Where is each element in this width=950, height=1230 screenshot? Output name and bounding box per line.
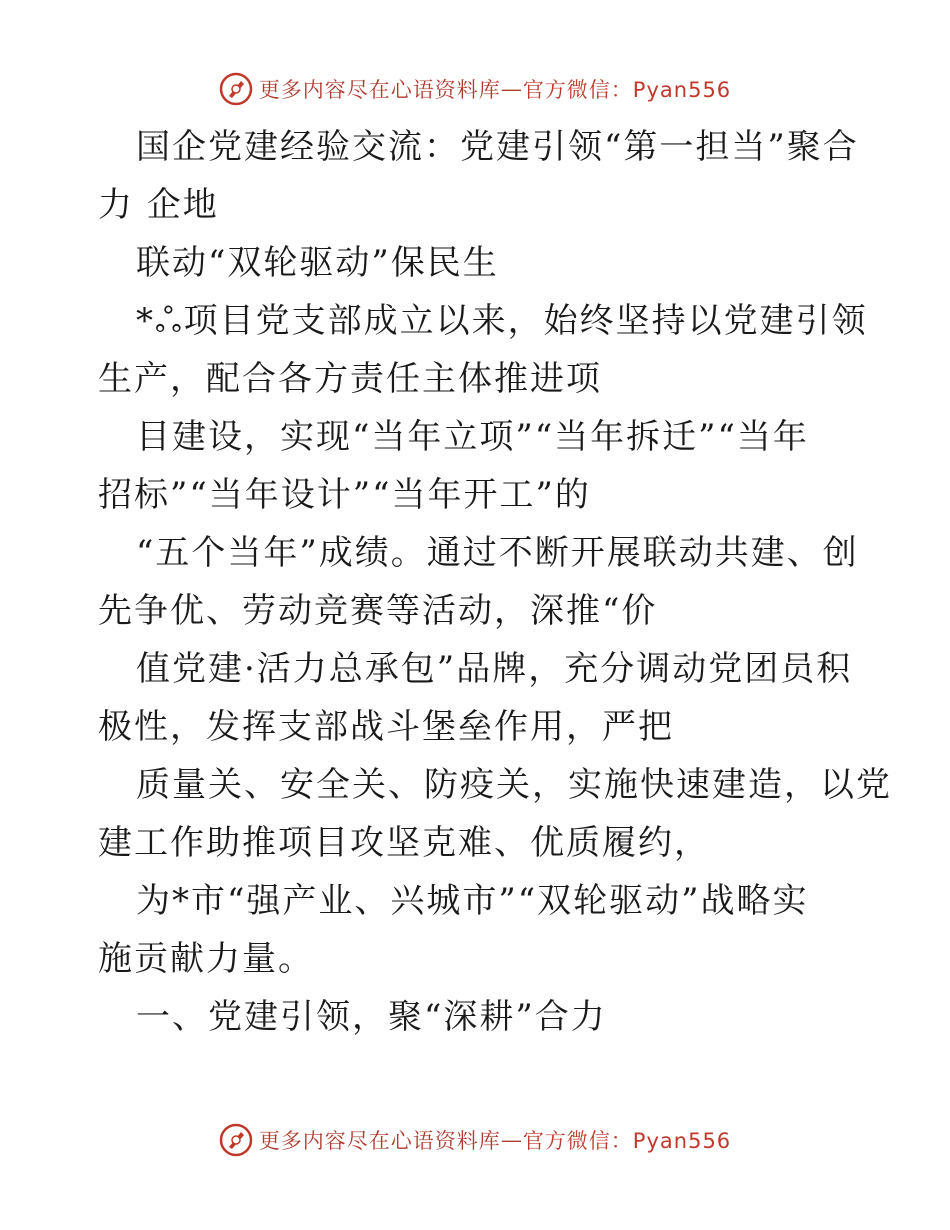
- paragraph-line: 为*市“强产业、兴城市”“双轮驱动”战略实: [136, 881, 809, 921]
- watermark-wechat: 官方微信：Pyan556: [522, 78, 732, 102]
- document-body: [98, 118, 892, 1046]
- watermark-separator: —: [500, 77, 523, 101]
- logo-icon: [219, 72, 253, 106]
- watermark-wechat: 官方微信：Pyan556: [522, 1129, 732, 1153]
- paragraph-line: 先争优、劳动竞赛等活动，深推“价: [98, 591, 658, 631]
- footer-watermark: [0, 1123, 950, 1157]
- paragraph-line: 招标”“当年设计”“当年开工”的: [98, 475, 591, 515]
- paragraph-line: “五个当年”成绩。通过不断开展联动共建、创: [136, 533, 859, 573]
- paragraph-line: 质量关、安全关、防疫关，实施快速建造，以党: [136, 765, 892, 805]
- paragraph-line: 生产，配合各方责任主体推进项: [98, 359, 602, 399]
- watermark-brand: 更多内容尽在心语资料库: [258, 1129, 501, 1153]
- watermark-separator: —: [500, 1128, 523, 1152]
- paragraph-line: 目建设，实现“当年立项”“当年拆迁”“当年: [136, 417, 809, 457]
- title-line-1: 国企党建经验交流：党建引领“第一担当”聚合: [136, 127, 859, 167]
- header-watermark: [0, 72, 950, 106]
- paragraph-line: *ஃ项目党支部成立以来，始终坚持以党建引领: [136, 301, 868, 341]
- section-heading: 一、党建引领，聚“深耕”合力: [136, 997, 607, 1037]
- watermark-brand: 更多内容尽在心语资料库: [258, 78, 501, 102]
- paragraph-line: 值党建·活力总承包”品牌，充分调动党团员积: [136, 649, 853, 689]
- paragraph-line: 施贡献力量。: [98, 939, 314, 979]
- paragraph-line: 极性，发挥支部战斗堡垒作用，严把: [98, 707, 674, 747]
- title-line-2: 力 企地: [98, 185, 219, 225]
- paragraph-line: 建工作助推项目攻坚克难、优质履约，: [98, 823, 710, 863]
- title-line-3: 联动“双轮驱动”保民生: [136, 243, 499, 283]
- logo-icon: [219, 1123, 253, 1157]
